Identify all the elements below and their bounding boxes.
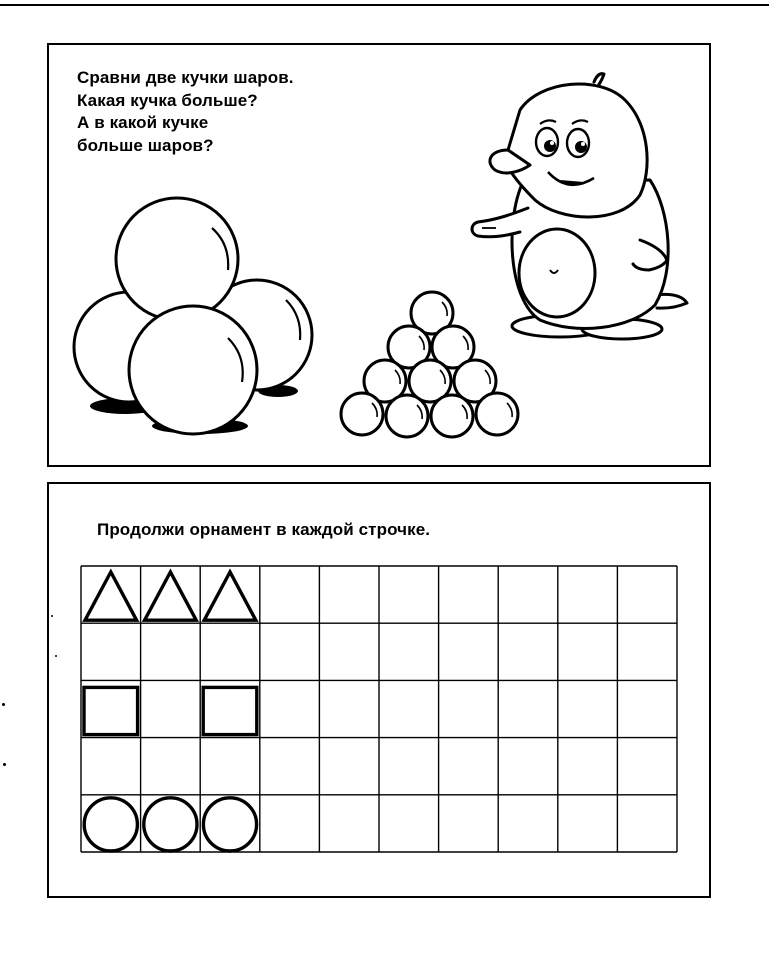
page-top-rule [0, 4, 769, 6]
ornament-circle [203, 798, 256, 851]
scan-speck [51, 615, 53, 617]
ornament-square [84, 687, 138, 734]
scan-speck [3, 763, 6, 766]
task-compare-text [77, 67, 294, 157]
task-line-3: А в какой кучке [77, 113, 209, 132]
ornament-circle [84, 798, 137, 851]
mole-belly [519, 229, 595, 317]
ornament-circle [144, 798, 197, 851]
big-ball [116, 198, 238, 320]
task-ornament-text: Продолжи орнамент в каждой строчке. [97, 520, 431, 539]
mole-pointing-arm [472, 208, 528, 237]
ornament-square [203, 687, 257, 734]
ornament-triangle [85, 572, 137, 620]
ornament-triangle [204, 572, 256, 620]
ornament-triangle [145, 572, 197, 620]
task-line-2: Какая кучка больше? [77, 90, 258, 110]
task-line-1: Сравни две кучки шаров. [77, 68, 294, 87]
task-line-4: больше шаров? [77, 135, 214, 155]
mole-illustration [465, 68, 680, 348]
ornament-grid [80, 565, 680, 855]
scan-speck [55, 655, 57, 657]
big-ball [129, 306, 257, 434]
scan-speck [2, 703, 5, 706]
big-balls-pile [70, 195, 320, 440]
